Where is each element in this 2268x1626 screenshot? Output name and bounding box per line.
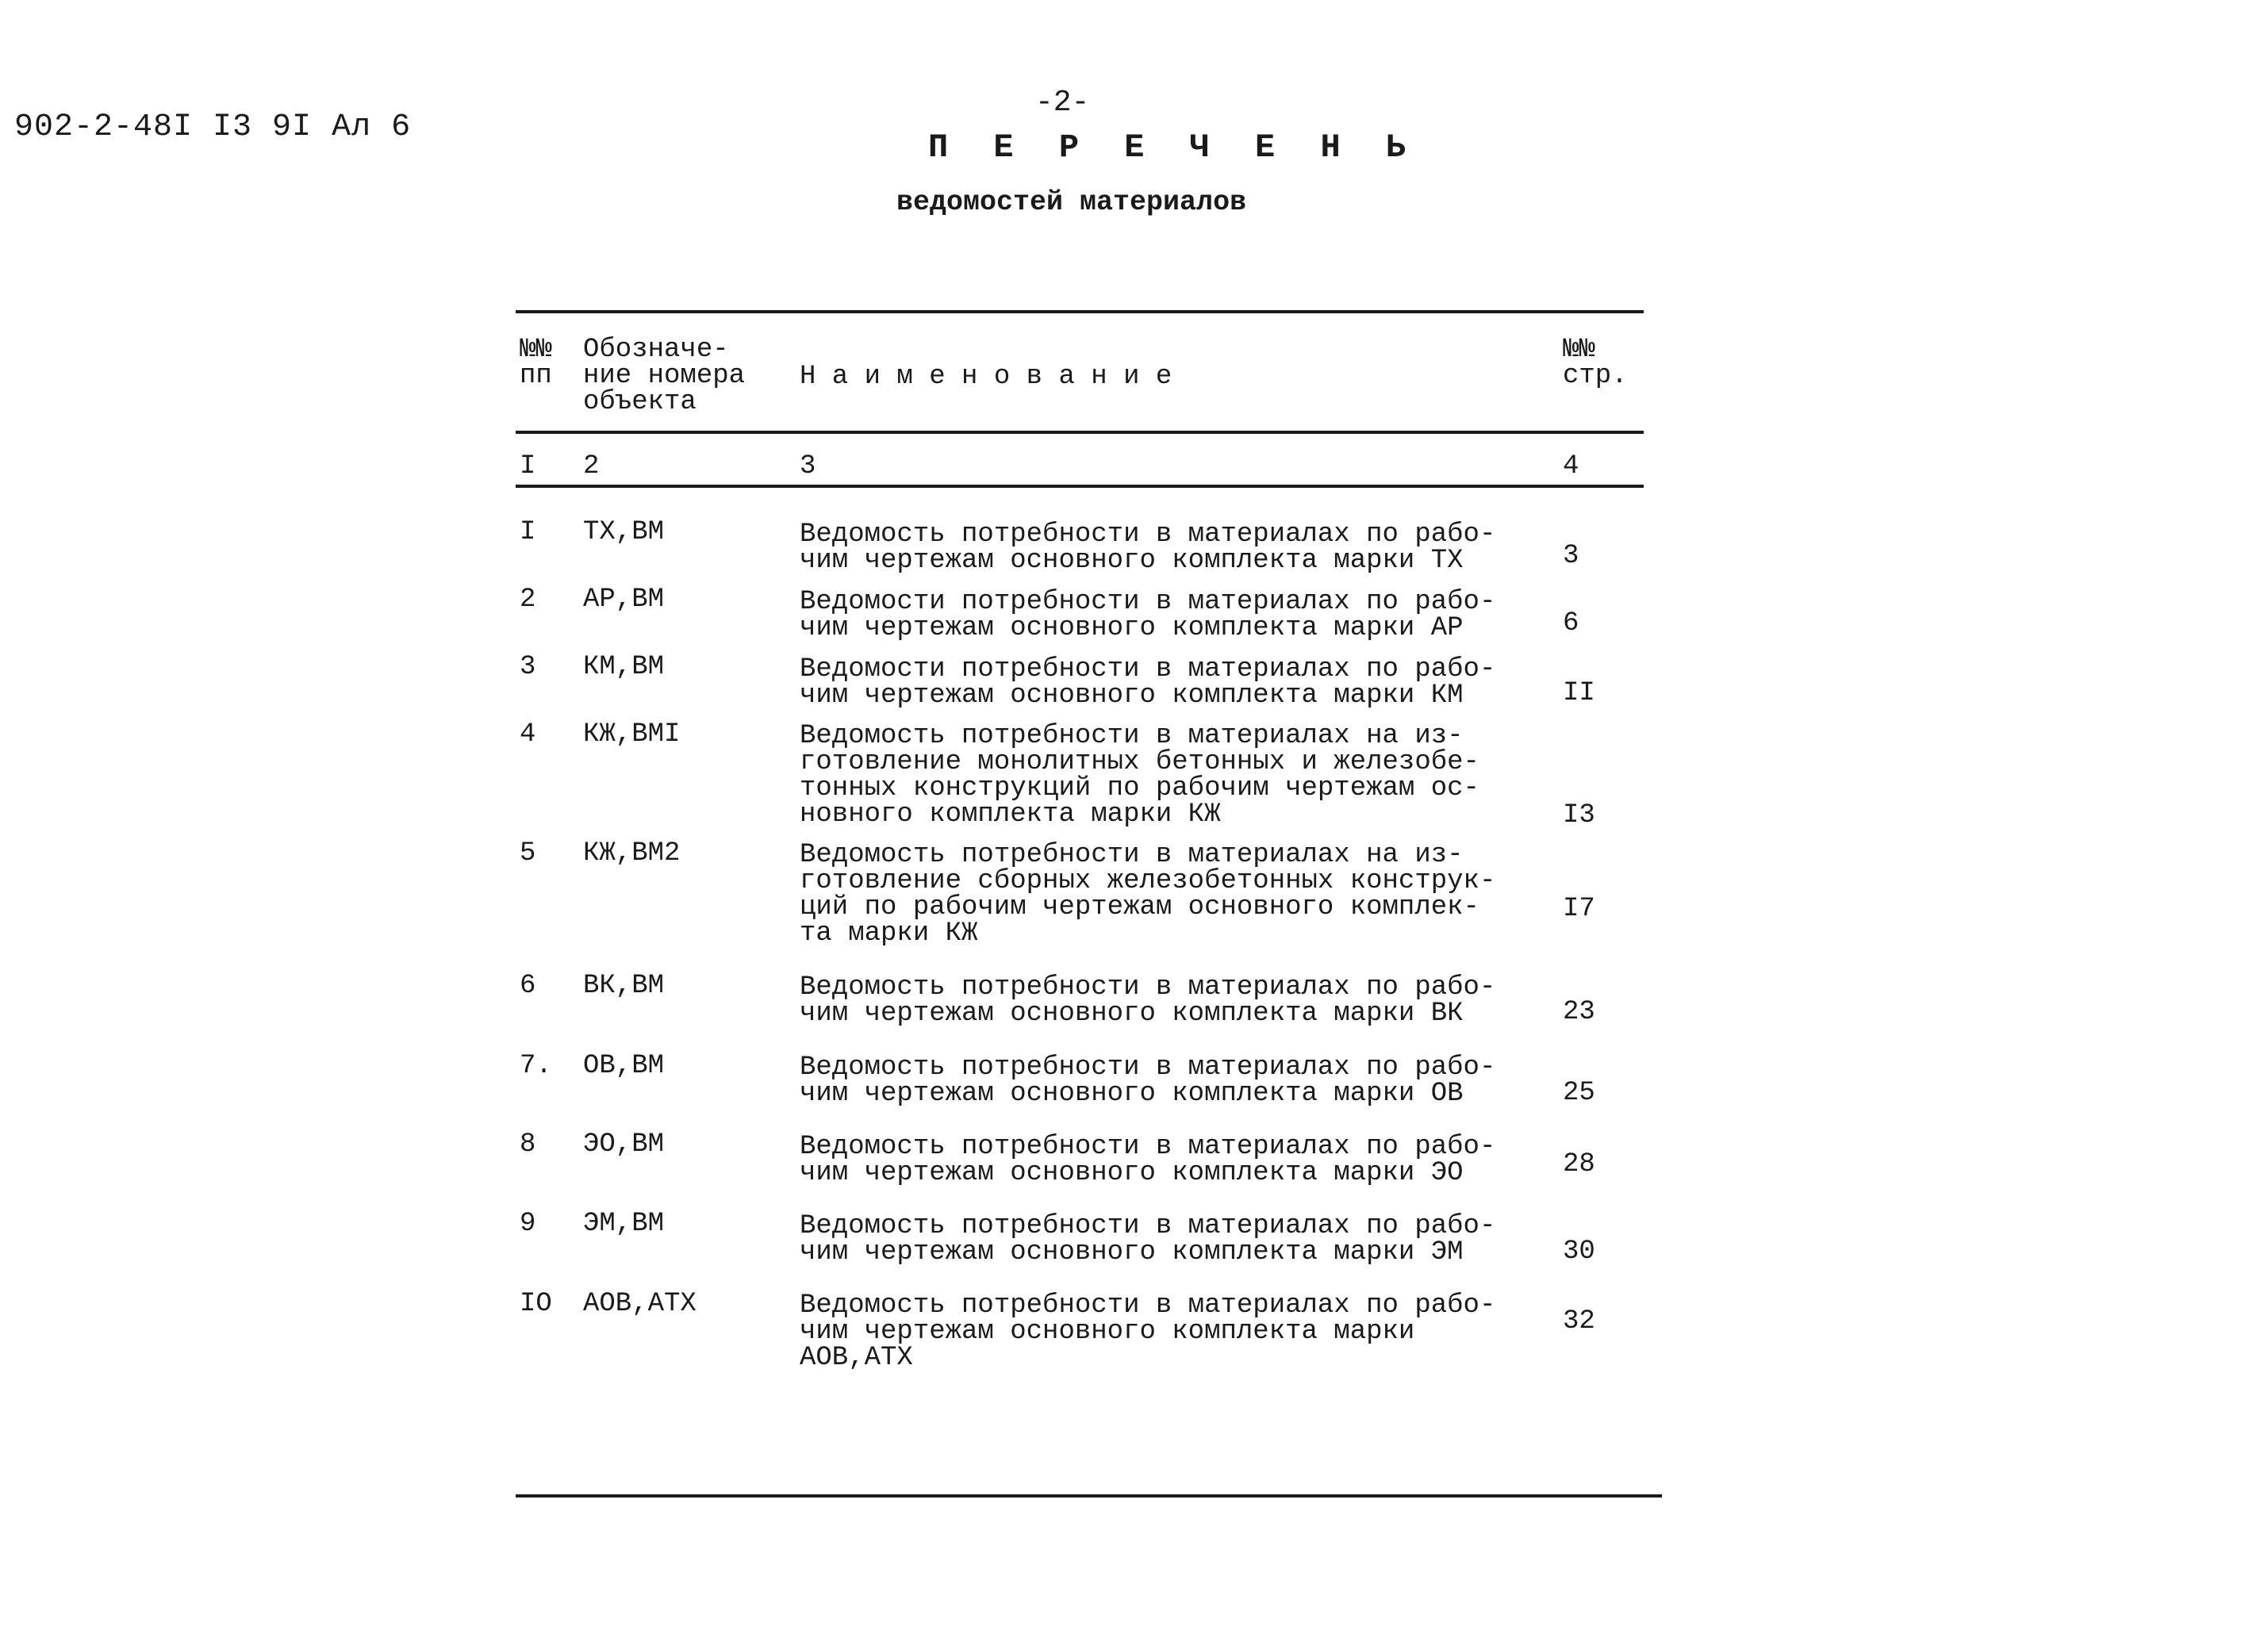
row-page: 23 xyxy=(1563,997,1595,1027)
row-number: 8 xyxy=(520,1129,536,1160)
row-number: 3 xyxy=(520,652,536,682)
row-name: Ведомость потребности в материалах по рабо- чим чертежам основного комплекта марки ОВ xyxy=(800,1053,1496,1109)
row-number: 7. xyxy=(520,1051,552,1081)
table-bottom-rule xyxy=(516,1494,1662,1498)
row-number: 6 xyxy=(520,971,536,1001)
row-page: I7 xyxy=(1563,894,1595,924)
row-name: Ведомость потребности в материалах на из- готовление монолитных бетонных и железобе- тонных конструкций по рабочим чертежам ос- новного комплекта марки КЖ xyxy=(800,721,1479,830)
header-col-number: №№ пп xyxy=(520,335,552,391)
page-title: П Е Р Е Ч Е Н Ь xyxy=(928,128,1419,167)
row-page: II xyxy=(1563,678,1595,708)
row-page: I3 xyxy=(1563,800,1595,830)
row-name: Ведомости потребности в материалах по рабо- чим чертежам основного комплекта марки КМ xyxy=(800,654,1496,711)
row-name: Ведомости потребности в материалах по рабо- чим чертежам основного комплекта марки АР xyxy=(800,587,1496,643)
header-col-designation: Обозначе- ние номера объекта xyxy=(583,335,746,417)
row-page: 30 xyxy=(1563,1237,1595,1267)
page-subtitle: ведомостей материалов xyxy=(896,186,1247,218)
table-top-rule xyxy=(516,310,1644,313)
row-designation: АР,ВМ xyxy=(583,585,665,615)
page-number: -2- xyxy=(1035,86,1090,120)
row-designation: АОВ,АТХ xyxy=(583,1289,697,1319)
row-page: 6 xyxy=(1563,608,1579,639)
row-page: 32 xyxy=(1563,1306,1595,1336)
header-bottom-rule xyxy=(516,431,1644,434)
column-number: 3 xyxy=(800,451,816,481)
row-name: Ведомость потребности в материалах по рабо- чим чертежам основного комплекта марки ЭМ xyxy=(800,1211,1496,1267)
row-designation: ЭО,ВМ xyxy=(583,1129,665,1160)
row-designation: ВК,ВМ xyxy=(583,971,665,1001)
row-designation: КЖ,ВМI xyxy=(583,719,681,750)
row-number: IO xyxy=(520,1289,552,1319)
row-number: 4 xyxy=(520,719,536,750)
column-number: I xyxy=(520,451,536,481)
row-page: 3 xyxy=(1563,541,1579,571)
column-number: 2 xyxy=(583,451,600,481)
column-number: 4 xyxy=(1563,451,1579,481)
row-name: Ведомость потребности в материалах по рабо- чим чертежам основного комплекта марки ВК xyxy=(800,972,1496,1029)
row-name: Ведомость потребности в материалах по рабо- чим чертежам основного комплекта марки ТХ xyxy=(800,520,1496,576)
row-number: 9 xyxy=(520,1209,536,1239)
row-number: I xyxy=(520,517,536,547)
row-name: Ведомость потребности в материалах по рабо- чим чертежам основного комплекта марки ЭО xyxy=(800,1132,1496,1188)
document-code: 902-2-48I I3 9I Ал 6 xyxy=(14,109,412,145)
row-page: 28 xyxy=(1563,1149,1595,1179)
row-name: Ведомость потребности в материалах по рабо- чим чертежам основного комплекта марки АОВ,АТХ xyxy=(800,1290,1496,1373)
header-col-name: Н а и м е н о в а н и е xyxy=(800,362,1172,392)
row-designation: КМ,ВМ xyxy=(583,652,665,682)
column-numbers-rule xyxy=(516,485,1644,488)
row-number: 5 xyxy=(520,838,536,869)
row-page: 25 xyxy=(1563,1078,1595,1108)
row-designation: ОВ,ВМ xyxy=(583,1051,665,1081)
header-col-page: №№ стр. xyxy=(1563,335,1628,391)
row-designation: ЭМ,ВМ xyxy=(583,1209,665,1239)
row-designation: КЖ,ВМ2 xyxy=(583,838,681,869)
row-name: Ведомость потребности в материалах на из- готовление сборных железобетонных конструк- ций по рабочим чертежам основного комплек- та марки КЖ xyxy=(800,840,1496,949)
row-designation: ТХ,ВМ xyxy=(583,517,665,547)
row-number: 2 xyxy=(520,585,536,615)
